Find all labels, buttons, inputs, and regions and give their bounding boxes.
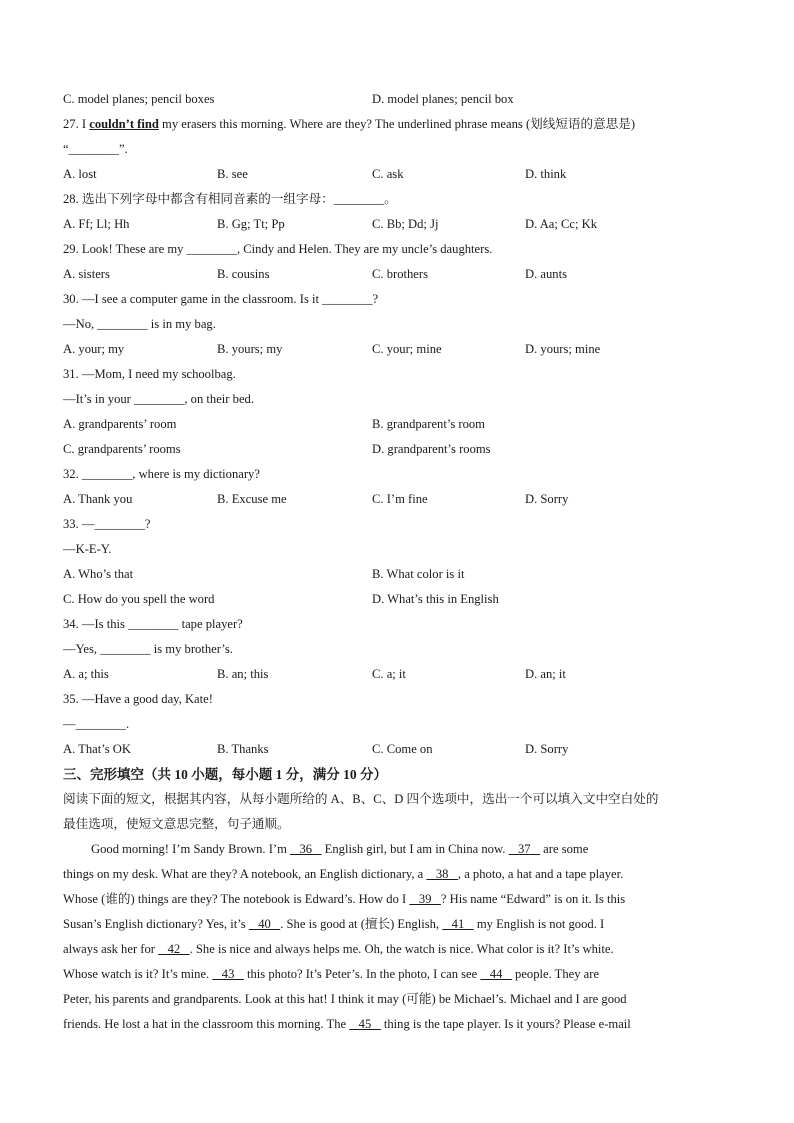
underlined-phrase: couldn’t find — [89, 117, 159, 131]
option-b: B. grandparent’s room — [372, 417, 485, 431]
option-row — [63, 212, 733, 237]
question-35-reply: —________. — [63, 717, 130, 731]
option-a: A. lost — [63, 167, 97, 181]
question-29: 29. Look! These are my ________, Cindy and Helen. They are my uncle’s daughters. — [63, 242, 493, 256]
option-a: A. Ff; Ll; Hh — [63, 217, 130, 231]
cloze-blank: 37 — [508, 842, 541, 856]
passage-line: Whose (谁的) things are they? The notebook is Edward’s. How do I 39 ? His name “Edward” is on it. Is this — [63, 887, 733, 912]
cloze-passage — [63, 837, 733, 1037]
option-d: D. Aa; Cc; Kk — [525, 217, 598, 231]
cloze-blank: 43 — [212, 967, 244, 981]
question-27-blank: “________”. — [63, 142, 128, 156]
section-instructions: 最佳选项，使短文意思完整，句子通顺。 — [63, 817, 290, 831]
option-b: B. an; this — [217, 667, 269, 681]
section-title: 三、完形填空（共 10 小题，每小题 1 分，满分 10 分） — [63, 767, 387, 782]
option-row — [63, 87, 733, 112]
option-d: D. What’s this in English — [372, 592, 499, 606]
option-d: D. yours; mine — [525, 342, 601, 356]
option-d: D. Sorry — [525, 742, 569, 756]
passage-line: Whose watch is it? It’s mine. 43 this photo? It’s Peter’s. In the photo, I can see 44 people. They are — [63, 962, 733, 987]
cloze-blank: 44 — [480, 967, 512, 981]
passage-line: always ask her for 42 . She is nice and always helps me. Oh, the watch is nice. What color is it? It’s white. — [63, 937, 733, 962]
option-b: B. cousins — [217, 267, 270, 281]
option-a: A. your; my — [63, 342, 125, 356]
option-c: C. your; mine — [372, 342, 442, 356]
cloze-blank: 38 — [426, 867, 458, 881]
question-34: 34. —Is this ________ tape player? — [63, 617, 243, 631]
cloze-blank: 45 — [349, 1017, 381, 1031]
cloze-blank: 41 — [442, 917, 474, 931]
option-d: D. an; it — [525, 667, 566, 681]
passage-line: Peter, his parents and grandparents. Look at this hat! I think it may (可能) be Michael’s. Michael and I are good — [63, 992, 627, 1006]
option-a: A. Who’s that — [63, 567, 134, 581]
option-d: D. Sorry — [525, 492, 569, 506]
cloze-blank: 39 — [409, 892, 441, 906]
option-d: D. grandparent’s rooms — [372, 442, 491, 456]
option-c: C. grandparents’ rooms — [63, 442, 181, 456]
option-row — [63, 487, 733, 512]
option-b: B. What color is it — [372, 567, 465, 581]
question-35: 35. —Have a good day, Kate! — [63, 692, 213, 706]
option-c: C. brothers — [372, 267, 428, 281]
question-30: 30. —I see a computer game in the classroom. Is it ________? — [63, 292, 379, 306]
worksheet-page — [63, 87, 733, 1037]
option-a: A. sisters — [63, 267, 110, 281]
option-b: B. Excuse me — [217, 492, 287, 506]
option-row — [63, 337, 733, 362]
option-d: D. model planes; pencil box — [372, 92, 514, 106]
question-30-reply: —No, ________ is in my bag. — [63, 317, 216, 331]
option-c: C. Come on — [372, 742, 433, 756]
cloze-blank: 42 — [158, 942, 190, 956]
question-31: 31. —Mom, I need my schoolbag. — [63, 367, 236, 381]
passage-line: friends. He lost a hat in the classroom this morning. The 45 thing is the tape player. Is it yours? Please e-mail — [63, 1012, 733, 1037]
option-row — [63, 262, 733, 287]
option-b: B. yours; my — [217, 342, 283, 356]
option-c: C. ask — [372, 167, 404, 181]
option-a: A. a; this — [63, 667, 109, 681]
question-34-reply: —Yes, ________ is my brother’s. — [63, 642, 233, 656]
option-b: B. see — [217, 167, 248, 181]
option-c: C. Bb; Dd; Jj — [372, 217, 439, 231]
option-b: B. Gg; Tt; Pp — [217, 217, 285, 231]
option-a: A. Thank you — [63, 492, 133, 506]
question-27: 27. I couldn’t find my erasers this morning. Where are they? The underlined phrase means (划线短语的意思是) — [63, 117, 636, 131]
passage-line: Good morning! I’m Sandy Brown. I’m 36 English girl, but I am in China now. 37 are some — [63, 837, 733, 862]
option-row — [63, 587, 733, 612]
option-d: D. aunts — [525, 267, 567, 281]
option-b: B. Thanks — [217, 742, 269, 756]
question-32: 32. ________, where is my dictionary? — [63, 467, 260, 481]
option-a: A. grandparents’ room — [63, 417, 177, 431]
cloze-blank: 40 — [248, 917, 281, 931]
option-row — [63, 437, 733, 462]
option-row — [63, 737, 733, 762]
option-d: D. think — [525, 167, 567, 181]
option-row — [63, 412, 733, 437]
option-c: C. a; it — [372, 667, 406, 681]
question-33-reply: —K-E-Y. — [63, 542, 112, 556]
option-row — [63, 162, 733, 187]
question-28: 28. 选出下列字母中都含有相同音素的一组字母：________。 — [63, 192, 397, 206]
option-row — [63, 562, 733, 587]
cloze-blank: 36 — [290, 842, 322, 856]
passage-line: things on my desk. What are they? A notebook, an English dictionary, a 38 , a photo, a hat and a tape player. — [63, 862, 733, 887]
passage-line: Susan’s English dictionary? Yes, it’s 40 . She is good at (擅长) English, 41 my English is not good. I — [63, 912, 733, 937]
section-instructions: 阅读下面的短文，根据其内容，从每小题所给的 A、B、C、D 四个选项中，选出一个可以填入文中空白处的 — [63, 792, 659, 806]
option-c: C. How do you spell the word — [63, 592, 215, 606]
option-c: C. I’m fine — [372, 492, 428, 506]
option-c: C. model planes; pencil boxes — [63, 92, 215, 106]
question-33: 33. —________? — [63, 517, 151, 531]
option-a: A. That’s OK — [63, 742, 131, 756]
question-31-reply: —It’s in your ________, on their bed. — [63, 392, 254, 406]
option-row — [63, 662, 733, 687]
